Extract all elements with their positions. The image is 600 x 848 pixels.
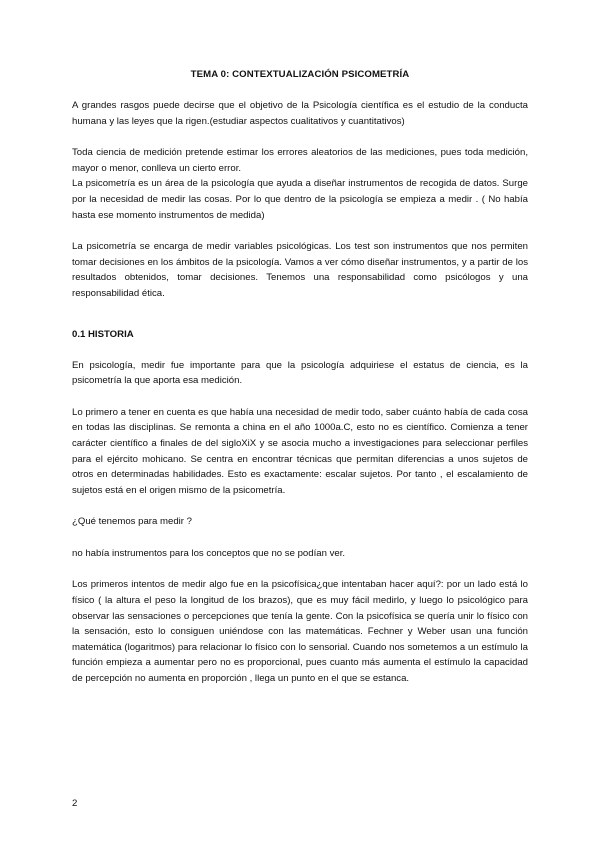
history-paragraph-1: En psicología, medir fue importante para que la psicología adquiriese el estatus de ciencia, es la psicometría la que aporta esa medición. (72, 359, 528, 387)
intro-paragraph: A grandes rasgos puede decirse que el objetivo de la Psicología científica es el estudio de la conducta humana y las leyes que la rigen.(estudiar aspectos cualitativos y cuantitativos) (72, 100, 528, 127)
history-paragraph-3: Los primeros intentos de medir algo fue en la psicofísica¿que intentaban hacer aquí?: por un lado está lo físico ( la altura el peso la longitud de los brazos), que es muy fácil medirlo, y luego lo psicológico para observar las sensaciones o percepciones que tenía la gente. Con la psicofísica se quería unir lo físico con la sensación, esto lo consiguen uniéndose con las matemáticas. Fechner y Weber usan una función matemática (logaritmos) para relacionar lo físico con lo sensorial. Cuando nos sometemos a un estímulo la función empieza a aumentar pero no es proporcional, pues cuanto más aumenta el estímulo la capacidad de percepción no aumenta en proporción , llega un punto en el que se estanca. (72, 579, 528, 685)
section-heading-historia: 0.1 HISTORIA (72, 328, 134, 340)
document-page (72, 68, 528, 687)
answer-line: no había instrumentos para los conceptos que no se podían ver. (72, 547, 346, 559)
variables-paragraph: La psicometría se encarga de medir variables psicológicas. Los test son instrumentos que nos permiten tomar decisiones en los ámbitos de la psicología. Vamos a ver cómo diseñar instrumentos, y a partir de los resultados obtenidos, tomar decisiones. Tenemos una responsabilidad como psicólogos y una responsabilidad ética. (72, 241, 528, 299)
question-line: ¿Qué tenemos para medir ? (72, 516, 192, 528)
measurement-paragraph-1: Toda ciencia de medición pretende estimar los errores aleatorios de las mediciones, pues toda medición, mayor o menor, conlleva un cierto error. (72, 147, 528, 174)
history-paragraph-2: Lo primero a tener en cuenta es que había una necesidad de medir todo, saber cuánto había de cada cosa en todas las disciplinas. Se remonta a china en el año 1000a.C, esto no es científico. Comienza a tener carácter científico a finales de del sigloXiX y se asocia mucho a investigaciones para seleccionar perfiles para el ejército mohicano. Se centra en encontrar técnicas que permitan diferencias a unos sujetos de otros en determinadas habilidades. Esto es exactamente: escalar sujetos. Por tanto , el escalamiento de sujetos está en el origen mismo de la psicometría. (72, 406, 528, 496)
page-number: 2 (72, 798, 78, 809)
measurement-paragraph-2: La psicometría es un área de la psicología que ayuda a diseñar instrumentos de recogida de datos. Surge por la necesidad de medir las cosas. Por lo que dentro de la psicología se empieza a medir . ( No había hasta ese momento instrumentos de medida) (72, 178, 528, 221)
document-title: TEMA 0: CONTEXTUALIZACIÓN PSICOMETRÍA (190, 69, 410, 80)
